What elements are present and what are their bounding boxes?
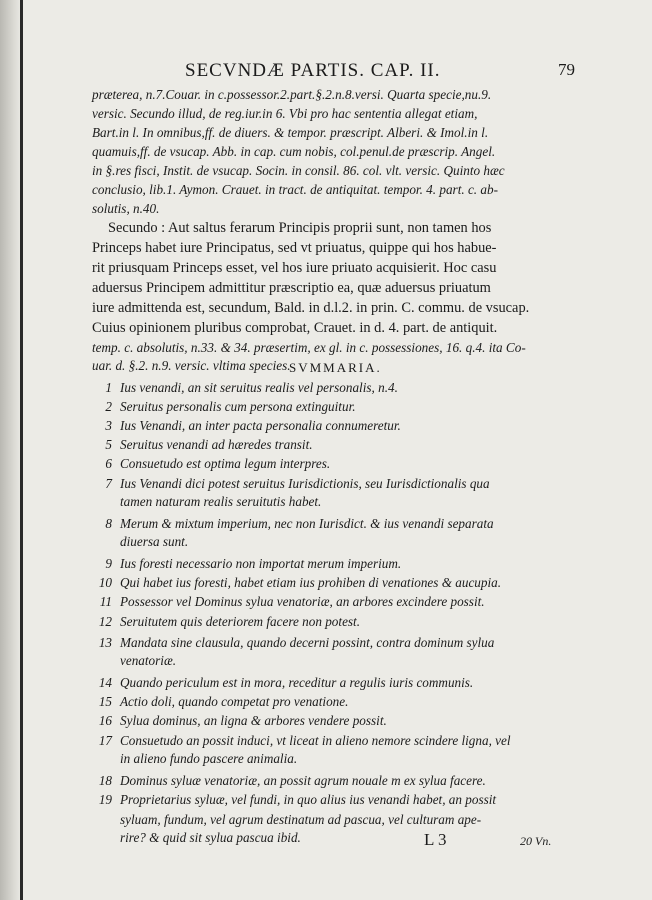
- text-line: temp. c. absolutis, n.33. & 34. præsertim, ex gl. in c. possessiones, 16. q.4. ita Co-: [92, 340, 526, 355]
- page-number: 79: [558, 60, 575, 79]
- text-line: præterea, n.7.Couar. in c.possessor.2.part.§.2.n.8.versi. Quarta specie,nu.9.: [92, 87, 492, 102]
- text-line: uar. d. §.2. n.9. versic. vltima species.: [92, 358, 291, 373]
- text-line: conclusio, lib.1. Aymon. Crauet. in tract. de antiquitat. tempor. 4. part. c. ab-: [92, 182, 498, 197]
- item-number: 13: [98, 635, 112, 650]
- item-number: 9: [105, 556, 112, 571]
- list-item: [92, 653, 652, 673]
- item-text: Ius Venandi dici potest seruitus Iurisdictionis, seu Iurisdictionalis qua: [120, 476, 490, 491]
- item-text: Seruitus personalis cum persona extinguitur.: [120, 399, 356, 414]
- item-text: Proprietarius syluæ, vel fundi, in quo alius ius venandi habet, an possit: [120, 792, 497, 807]
- text-line: versic. Secundo illud, de reg.iur.in 6. Vbi pro hac sententia allegat etiam,: [92, 106, 478, 121]
- signature-mark: L 3: [424, 830, 447, 849]
- list-item: [92, 516, 652, 536]
- item-text: Merum & mixtum imperium, nec non Iurisdict. & ius venandi separata: [120, 516, 494, 531]
- running-title: SECVNDÆ PARTIS. CAP. II.: [185, 60, 441, 81]
- item-text: Possessor vel Dominus sylua venatoriæ, an arbores excindere possit.: [120, 594, 485, 609]
- list-item: [92, 476, 652, 496]
- list-item: [92, 494, 652, 514]
- item-text: Mandata sine clausula, quando decerni possint, contra dominum sylua: [120, 635, 495, 650]
- item-text: rire? & quid sit sylua pascua ibid.: [120, 830, 301, 845]
- item-text: Quando periculum est in mora, receditur a regulis iuris communis.: [120, 675, 474, 690]
- item-number: 5: [105, 437, 112, 452]
- item-text: Ius foresti necessario non importat merum imperium.: [120, 556, 402, 571]
- text-line: rit priusquam Princeps esset, vel hos iure priuato acquisierit. Hoc casu: [92, 260, 497, 276]
- list-item: [92, 556, 652, 576]
- list-item: [92, 635, 652, 655]
- item-text: venatoriæ.: [120, 653, 177, 668]
- item-number: 11: [99, 594, 112, 609]
- list-item: [92, 575, 652, 595]
- text-line: Secundo : Aut saltus ferarum Principis proprii sunt, non tamen hos: [108, 220, 492, 236]
- list-item: [92, 773, 652, 793]
- item-number: 17: [98, 733, 112, 748]
- item-text: Ius Venandi, an inter pacta personalia connumeretur.: [120, 418, 401, 433]
- item-text: Dominus syluæ venatoriæ, an possit agrum nouale m ex sylua facere.: [120, 773, 486, 788]
- item-text: Consuetudo an possit induci, vt liceat in alieno nemore scindere ligna, vel: [120, 733, 511, 748]
- text-line: in §.res fisci, Instit. de vsucap. Socin. in consil. 86. col. vlt. versic. Quinto hæc: [92, 163, 505, 178]
- item-text: Seruitus venandi ad hæredes transit.: [120, 437, 313, 452]
- item-number: 19: [98, 792, 112, 807]
- list-item: [92, 812, 632, 832]
- item-text: Qui habet ius foresti, habet etiam ius prohiben di venationes & aucupia.: [120, 575, 502, 590]
- list-item: [92, 399, 652, 419]
- item-number: 1: [105, 380, 112, 395]
- list-item: [92, 792, 652, 812]
- text-line: Princeps habet iure Principatus, sed vt priuatus, quippe qui hos habue-: [92, 240, 497, 256]
- item-number: 14: [98, 675, 112, 690]
- catchword: 20 Vn.: [520, 834, 552, 848]
- text-line: Bart.in l. In omnibus,ff. de diuers. & tempor. præscript. Alberi. & Imol.in l.: [92, 125, 489, 140]
- item-number: 8: [105, 516, 112, 531]
- text-line: Cuius opinionem pluribus comprobat, Crauet. in d. 4. part. de antiquit.: [92, 320, 498, 336]
- item-text: diuersa sunt.: [120, 534, 189, 549]
- item-text: Ius venandi, an sit seruitus realis vel personalis, n.4.: [120, 380, 398, 395]
- item-text: syluam, fundum, vel agrum destinatum ad pascua, vel culturam ape-: [120, 812, 482, 827]
- list-item: [92, 694, 652, 714]
- item-number: 16: [98, 713, 112, 728]
- list-item: [92, 594, 652, 614]
- list-item: [92, 675, 652, 695]
- list-item: [92, 418, 652, 438]
- item-number: 12: [98, 614, 112, 629]
- summaria-heading: SVMMARIA.: [289, 360, 382, 375]
- list-item: [92, 830, 392, 850]
- text-line: aduersus Principem admittitur præscriptio ea, quæ aduersus priuatum: [92, 280, 491, 296]
- item-text: Seruitutem quis deteriorem facere non potest.: [120, 614, 361, 629]
- item-number: 3: [105, 418, 112, 433]
- item-number: 6: [105, 456, 112, 471]
- item-text: Actio doli, quando competat pro venatione.: [120, 694, 349, 709]
- list-item: [92, 456, 652, 476]
- running-header: [185, 60, 575, 84]
- list-item: [92, 751, 652, 771]
- text-line: iure admittenda est, secundum, Bald. in d.l.2. in prin. C. commu. de vsucap.: [92, 300, 530, 316]
- item-number: 2: [105, 399, 112, 414]
- list-item: [92, 614, 652, 634]
- item-number: 10: [98, 575, 112, 590]
- text-line: quamuis,ff. de vsucap. Abb. in cap. cum nobis, col.penul.de præscrip. Angel.: [92, 144, 496, 159]
- item-text: Sylua dominus, an ligna & arbores vendere possit.: [120, 713, 387, 728]
- list-item: [92, 380, 652, 400]
- summaria-list: [92, 380, 652, 820]
- list-item: [92, 713, 652, 733]
- item-number: 18: [98, 773, 112, 788]
- item-number: 7: [105, 476, 112, 491]
- item-number: 15: [98, 694, 112, 709]
- item-text: in alieno fundo pascere animalia.: [120, 751, 298, 766]
- item-text: Consuetudo est optima legum interpres.: [120, 456, 331, 471]
- list-item: [92, 733, 652, 753]
- list-item: [92, 534, 652, 554]
- text-line: solutis, n.40.: [92, 201, 160, 216]
- list-item: [92, 437, 652, 457]
- item-text: tamen naturam realis seruitutis habet.: [120, 494, 322, 509]
